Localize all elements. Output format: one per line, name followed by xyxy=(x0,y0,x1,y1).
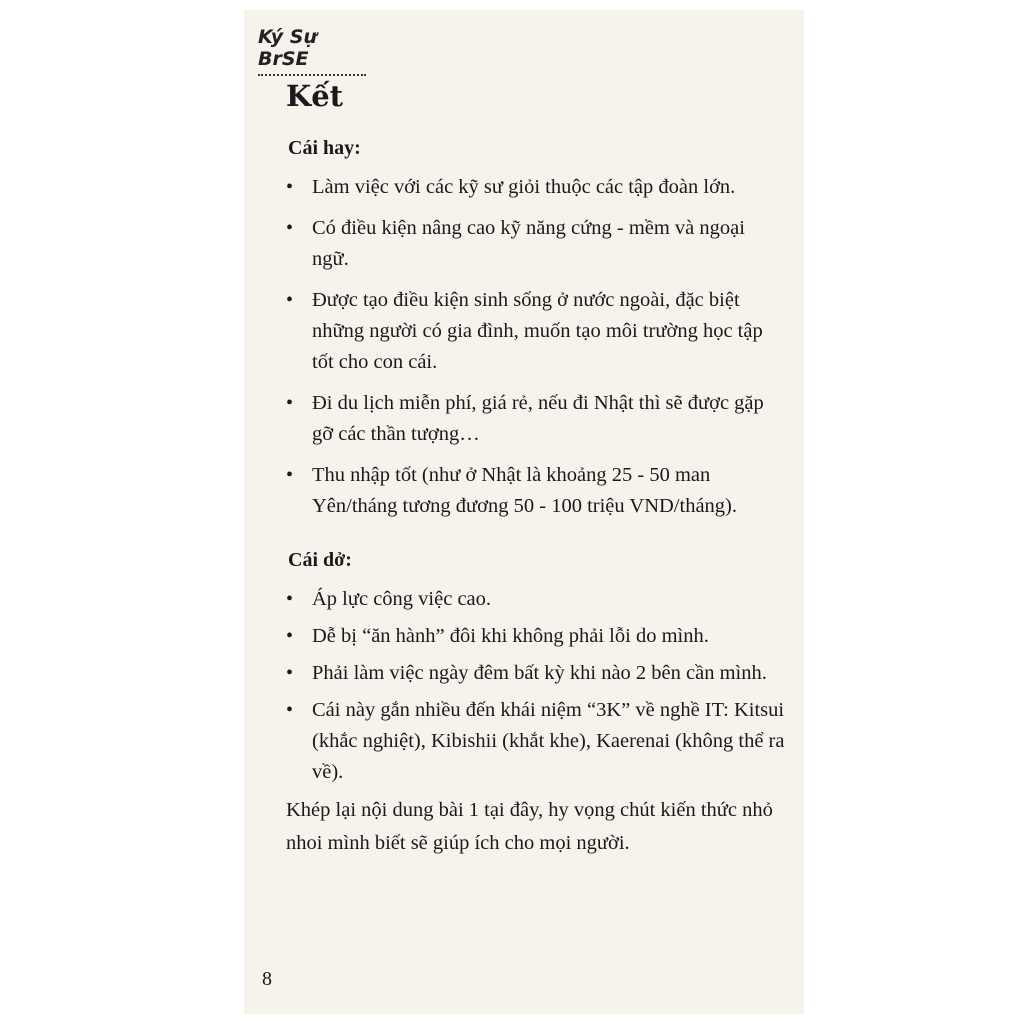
bullet-icon: • xyxy=(286,625,294,647)
list-item-text: Được tạo điều kiện sinh sống ở nước ngoài, đặc biệt những người có gia đình, muốn tạo môi trường học tập tốt cho con cái. xyxy=(312,289,763,373)
bullet-icon: • xyxy=(286,662,294,684)
pros-label: Cái hay: xyxy=(288,137,361,159)
list-item-text: Thu nhập tốt (như ở Nhật là khoảng 25 - 50 man Yên/tháng tương đương 50 - 100 triệu VND/tháng). xyxy=(312,464,737,517)
running-header: Ký Sự BrSE xyxy=(258,26,366,76)
list-item-text: Làm việc với các kỹ sư giỏi thuộc các tập đoàn lớn. xyxy=(312,176,736,198)
page-content xyxy=(286,76,786,881)
list-item xyxy=(286,388,786,450)
list-item xyxy=(286,285,786,378)
list-item xyxy=(286,213,786,275)
cons-label: Cái dở: xyxy=(288,549,352,571)
bullet-icon: • xyxy=(286,464,294,486)
list-item xyxy=(286,658,786,689)
page-number: 8 xyxy=(262,968,272,990)
closing-paragraph: Khép lại nội dung bài 1 tại đây, hy vọng chút kiến thức nhỏ nhoi mình biết sẽ giúp ích cho mọi người. xyxy=(286,799,773,854)
list-item-text: Dễ bị “ăn hành” đôi khi không phải lỗi do mình. xyxy=(312,625,709,647)
bullet-icon: • xyxy=(286,392,294,414)
bullet-icon: • xyxy=(286,699,294,721)
list-item-text: Áp lực công việc cao. xyxy=(312,588,492,610)
list-item-text: Phải làm việc ngày đêm bất kỳ khi nào 2 bên cần mình. xyxy=(312,662,767,684)
list-item-text: Cái này gắn nhiều đến khái niệm “3K” về nghề IT: Kitsui (khắc nghiệt), Kibishii (khắt khe), Kaerenai (không thể ra về). xyxy=(312,699,785,783)
list-item-text: Có điều kiện nâng cao kỹ năng cứng - mềm và ngoại ngữ. xyxy=(312,217,745,270)
list-item-text: Đi du lịch miễn phí, giá rẻ, nếu đi Nhật thì sẽ được gặp gỡ các thần tượng… xyxy=(312,392,764,445)
section-title: Kết xyxy=(286,79,344,113)
list-item xyxy=(286,584,786,615)
list-item xyxy=(286,621,786,652)
list-item xyxy=(286,172,786,203)
list-item xyxy=(286,695,786,788)
bullet-icon: • xyxy=(286,588,294,610)
pros-list xyxy=(286,172,786,522)
list-item xyxy=(286,460,786,522)
bullet-icon: • xyxy=(286,289,294,311)
cons-list xyxy=(286,584,786,788)
bullet-icon: • xyxy=(286,217,294,239)
bullet-icon: • xyxy=(286,176,294,198)
